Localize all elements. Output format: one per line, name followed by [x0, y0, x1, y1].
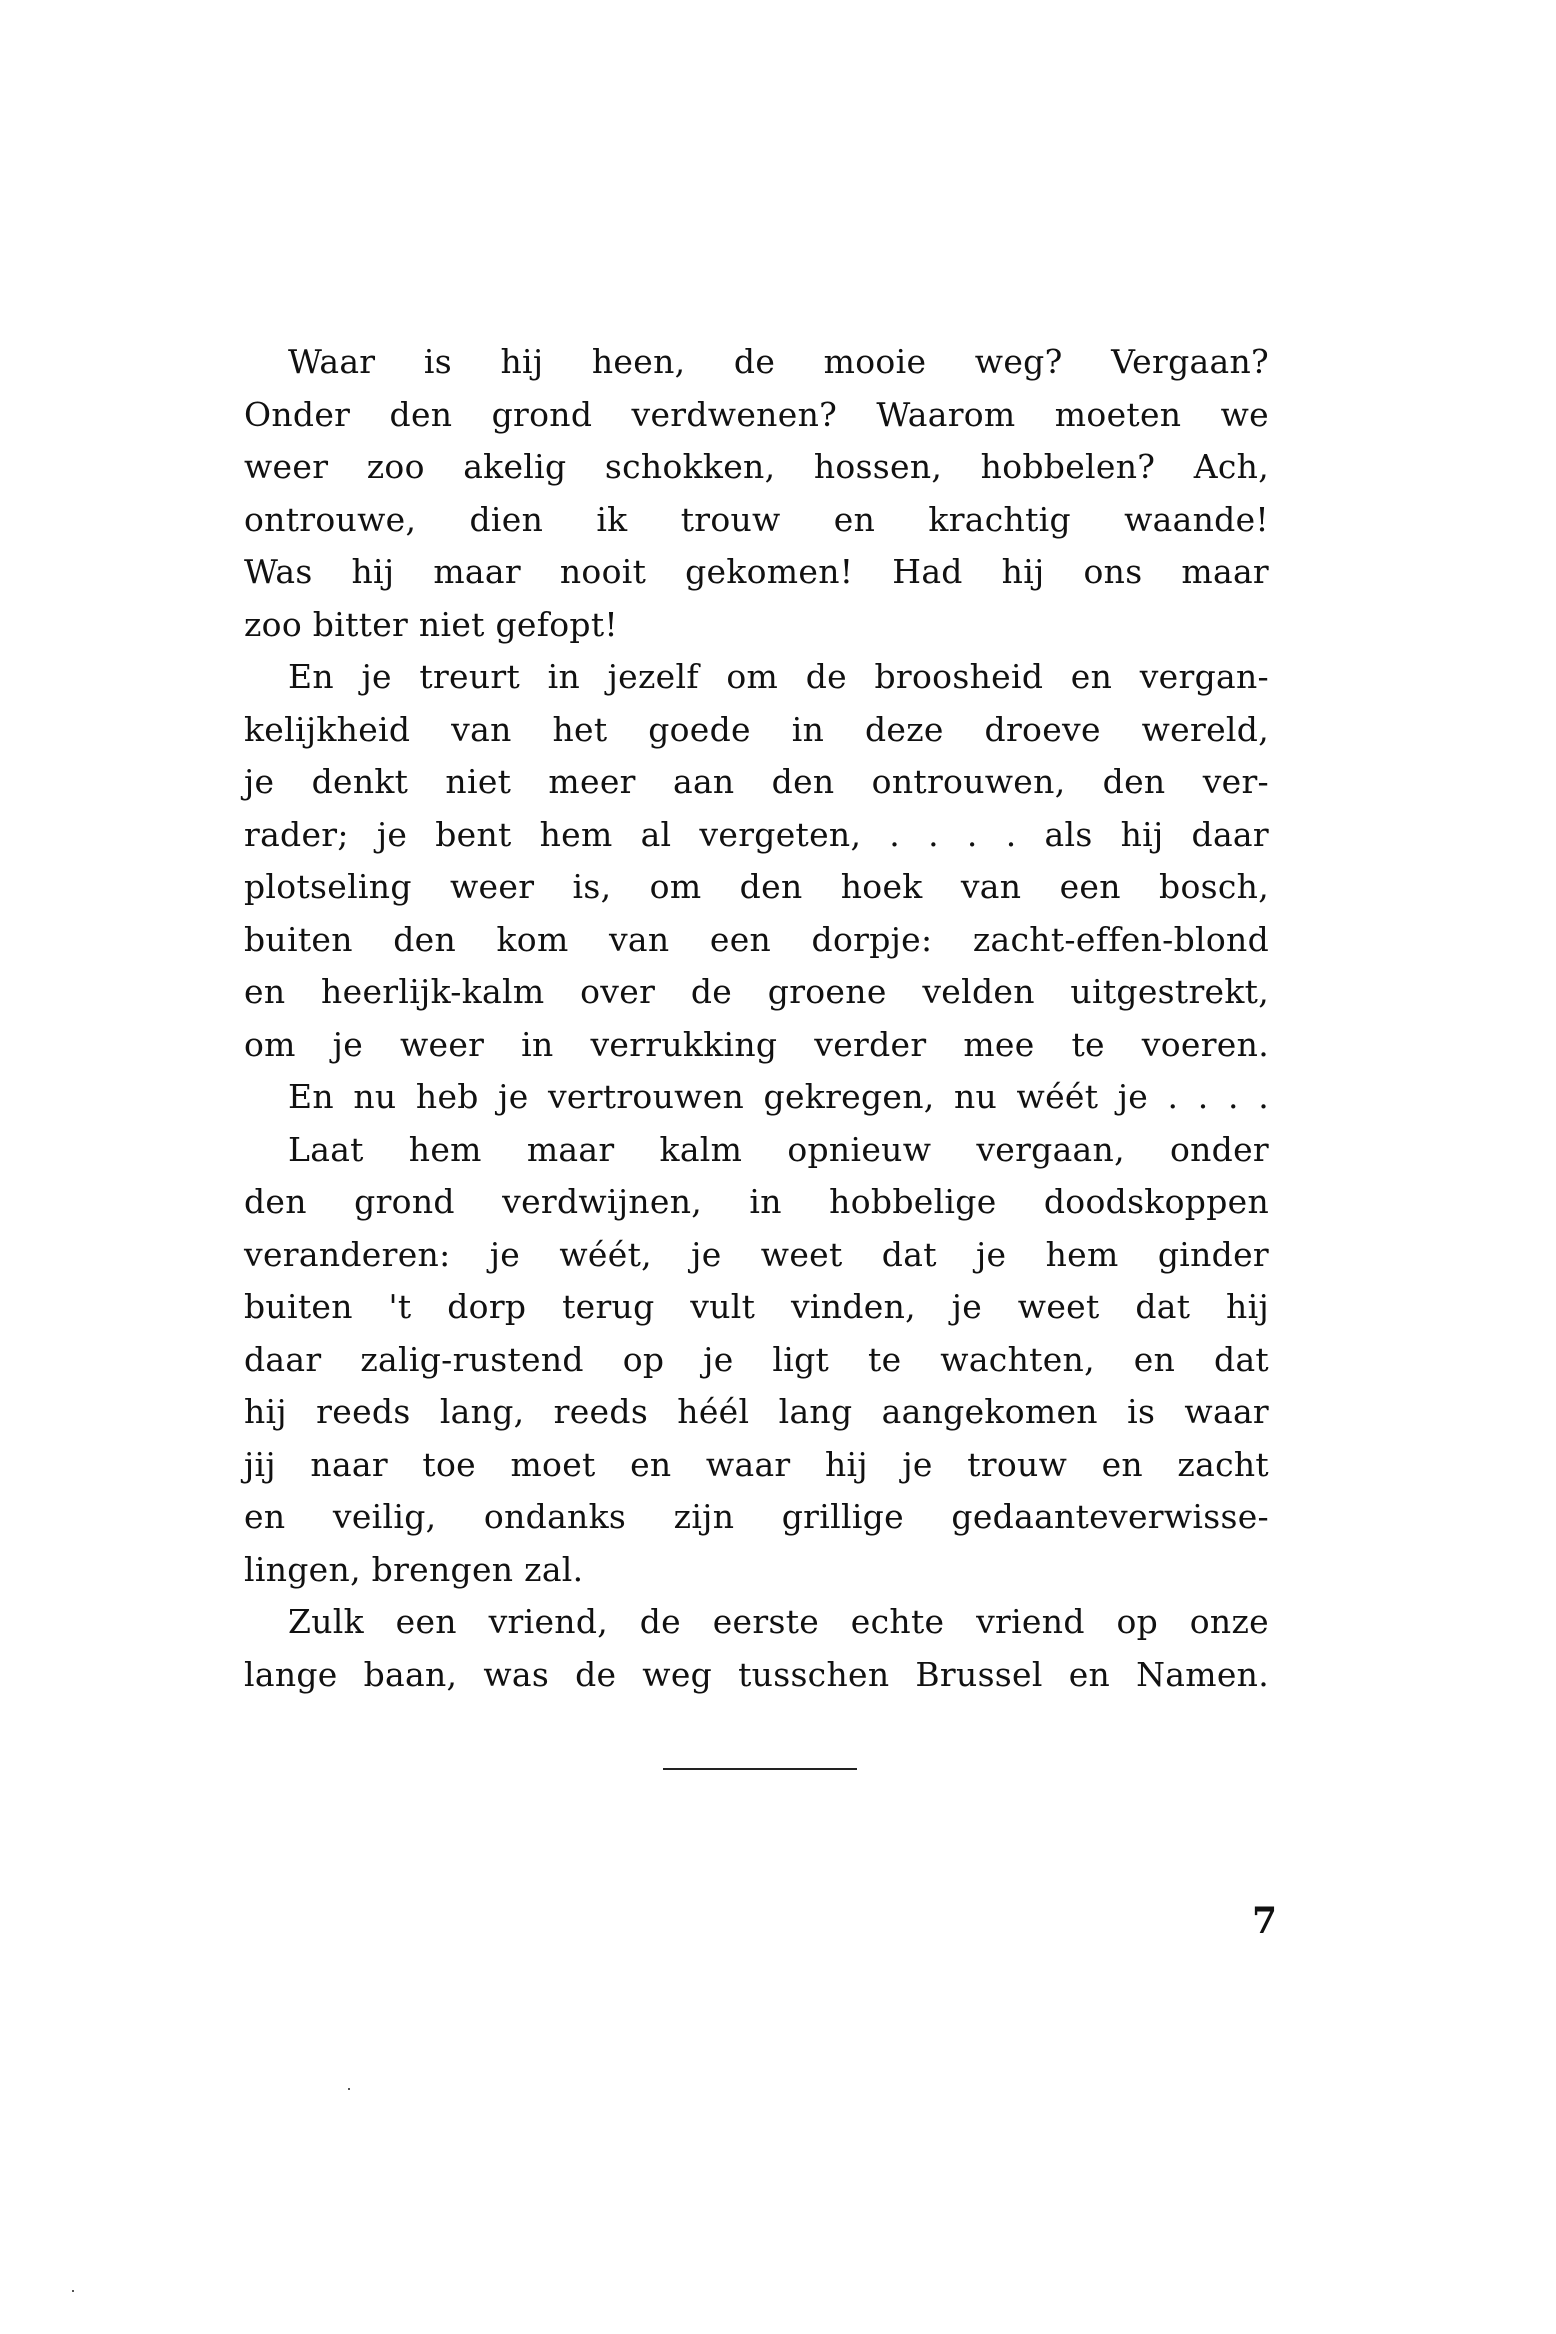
text-line: Zulk een vriend, de eerste echte vriend op onze [288, 1602, 1269, 1641]
text-line: zoo bitter niet gefopt! [244, 604, 618, 644]
body-text [244, 336, 1269, 1701]
paragraph-2 [244, 651, 1269, 1071]
text-line: En je treurt in jezelf om de broosheid en vergan- [288, 657, 1269, 696]
scan-speck [348, 2088, 350, 2090]
paragraph-1 [244, 336, 1269, 651]
text-line: Waar is hij heen, de mooie weg? Vergaan? [288, 342, 1269, 381]
text-line: jij naar toe moet en waar hij je trouw en zacht [244, 1444, 1269, 1484]
text-line: ontrouwe, dien ik trouw en krachtig waande! [244, 499, 1269, 539]
text-line: veranderen: je wéét, je weet dat je hem ginder [244, 1234, 1269, 1274]
text-line: buiten den kom van een dorpje: zacht-effen-blond [244, 919, 1269, 959]
text-line: kelijkheid van het goede in deze droeve wereld, [244, 709, 1269, 749]
text-line: weer zoo akelig schokken, hossen, hobbelen? Ach, [244, 447, 1269, 486]
text-line: plotseling weer is, om den hoek van een bosch, [244, 867, 1269, 906]
page-number: 7 [1252, 1900, 1278, 1942]
text-line: en veilig, ondanks zijn grillige gedaanteverwisse- [244, 1497, 1269, 1536]
text-line: lingen, brengen zal. [244, 1549, 584, 1589]
text-line: daar zalig-rustend op je ligt te wachten, en dat [244, 1339, 1269, 1379]
paragraph-3 [244, 1071, 1269, 1124]
text-line: Was hij maar nooit gekomen! Had hij ons maar [244, 552, 1269, 591]
text-line: lange baan, was de weg tusschen Brussel en Namen. [244, 1654, 1269, 1694]
paragraph-5 [244, 1596, 1269, 1701]
text-line: je denkt niet meer aan den ontrouwen, den ver- [244, 762, 1269, 801]
section-divider [663, 1768, 857, 1770]
text-line: buiten 't dorp terug vult vinden, je weet dat hij [244, 1287, 1269, 1326]
text-line: om je weer in verrukking verder mee te voeren. [244, 1024, 1269, 1064]
text-line: Onder den grond verdwenen? Waarom moeten we [244, 394, 1269, 434]
text-line: den grond verdwijnen, in hobbelige doodskoppen [244, 1182, 1269, 1221]
text-line: En nu heb je vertrouwen gekregen, nu wéét je . . . . [288, 1077, 1269, 1116]
scan-speck [72, 2290, 74, 2292]
paragraph-4 [244, 1124, 1269, 1597]
text-line: Laat hem maar kalm opnieuw vergaan, onder [288, 1129, 1269, 1169]
text-line: rader; je bent hem al vergeten, . . . . als hij daar [244, 814, 1269, 854]
text-line: en heerlijk-kalm over de groene velden uitgestrekt, [244, 972, 1269, 1011]
text-line: hij reeds lang, reeds héél lang aangekomen is waar [244, 1392, 1269, 1431]
